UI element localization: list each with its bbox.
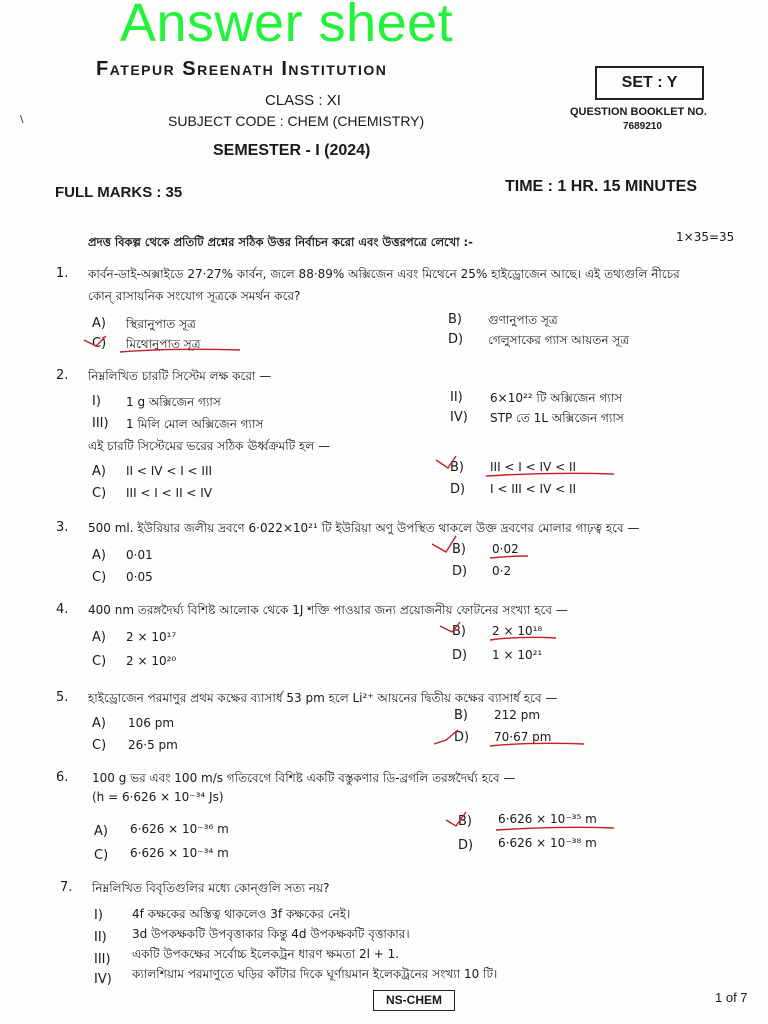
- q1-option-d-label: D): [448, 332, 464, 347]
- q7-statement-4: ক্যালশিয়াম পরমাণুতে ঘড়ির কাঁটার দিকে ঘূর্ণায়মান ইলেকট্রনের সংখ্যা 10 টি।: [132, 967, 498, 981]
- q4-answer-mark: [440, 622, 556, 640]
- q2-system-3: 1 মিলি মোল অক্সিজেন গ্যাস: [126, 417, 264, 431]
- q2-answer-mark: [436, 456, 614, 476]
- q7-statement-1: 4f কক্ষকের অস্তিত্ব থাকলেও 3f কক্ষকের নেই।: [132, 907, 351, 921]
- q7-statement-4-label: IV): [94, 972, 112, 987]
- q2-system-4: STP তে 1L অক্সিজেন গ্যাস: [490, 411, 624, 425]
- q3-option-a-label: A): [92, 548, 106, 563]
- q1-answer-mark: [84, 336, 240, 352]
- q6-answer-mark: [446, 812, 614, 830]
- q2-option-c-label: C): [92, 486, 107, 501]
- instruction-text: প্রদত্ত বিকল্প থেকে প্রতিটি প্রশ্নের সঠিক উত্তর নির্বাচন করো এবং উত্তরপত্রে লেখো :-: [88, 235, 473, 249]
- q7-statement-2: 3d উপকক্ষকটি উপবৃত্তাকার কিন্তু 4d উপকক্ষকটি বৃত্তাকার।: [132, 927, 410, 941]
- q1-option-c-label: C): [92, 336, 107, 351]
- question-2-text: নিম্নলিখিত চারটি সিস্টেম লক্ষ করো —: [88, 369, 272, 383]
- question-3-number: 3.: [56, 520, 69, 535]
- q2-option-d[interactable]: I < III < IV < II: [490, 482, 577, 496]
- question-4-text: 400 nm তরঙ্গদৈর্ঘ্য বিশিষ্ট আলোক থেকে 1J শক্তি পাওয়ার জন্য প্রয়োজনীয় ফোটনের সংখ্যা হবে —: [88, 603, 568, 617]
- class-label: CLASS : XI: [265, 92, 341, 109]
- q1-option-a-label: A): [92, 316, 106, 331]
- q6-option-a[interactable]: 6·626 × 10⁻³⁶ m: [130, 822, 229, 836]
- q3-option-c[interactable]: 0·05: [126, 570, 153, 584]
- marks-scheme: 1×35=35: [676, 230, 735, 244]
- q6-option-b-label: B): [458, 814, 472, 829]
- q1-option-a[interactable]: স্থিরানুপাত সূত্র: [126, 317, 196, 331]
- q5-answer-mark: [434, 730, 584, 746]
- question-2-text-cont: এই চারটি সিস্টেমের ভরের সঠিক ঊর্ধ্বক্রমটি হল —: [88, 439, 331, 453]
- q1-option-d[interactable]: গেলুসাকের গ্যাস আয়তন সূত্র: [488, 333, 630, 347]
- q2-option-d-label: D): [450, 482, 466, 497]
- booklet-number: 7689210: [623, 121, 662, 132]
- q1-option-b[interactable]: গুণানুপাত সূত্র: [488, 313, 558, 327]
- q4-option-d-label: D): [452, 648, 468, 663]
- q6-option-c-label: C): [94, 848, 109, 863]
- q7-statement-1-label: I): [94, 908, 103, 923]
- question-2-number: 2.: [56, 368, 69, 383]
- question-1-number: 1.: [56, 266, 69, 281]
- q5-option-c[interactable]: 26·5 pm: [128, 738, 178, 752]
- q4-option-a[interactable]: 2 × 10¹⁷: [126, 630, 177, 644]
- question-6-constant: (h = 6·626 × 10⁻³⁴ Js): [92, 790, 224, 804]
- q5-option-b-label: B): [454, 708, 468, 723]
- q6-option-d-label: D): [458, 838, 474, 853]
- q4-option-a-label: A): [92, 630, 106, 645]
- full-marks: FULL MARKS : 35: [55, 184, 183, 201]
- q6-option-b[interactable]: 6·626 × 10⁻³⁵ m: [498, 812, 597, 826]
- q2-system-1: 1 g অক্সিজেন গ্যাস: [126, 395, 221, 409]
- q3-option-d-label: D): [452, 564, 468, 579]
- q1-option-c[interactable]: মিথোনুপাত সূত্র: [126, 337, 201, 351]
- q4-option-b[interactable]: 2 × 10¹⁸: [492, 624, 543, 638]
- q5-option-b[interactable]: 212 pm: [494, 708, 541, 722]
- q5-option-a[interactable]: 106 pm: [128, 716, 175, 730]
- stray-mark: \: [20, 114, 24, 125]
- question-7-text: নিম্নলিখিত বিবৃতিগুলির মধ্যে কোন্গুলি সত্য নয়?: [92, 881, 330, 895]
- time-limit: TIME : 1 HR. 15 MINUTES: [505, 178, 698, 195]
- subject-code: SUBJECT CODE : CHEM (CHEMISTRY): [168, 113, 425, 129]
- q6-option-a-label: A): [94, 824, 108, 839]
- q3-answer-mark: [432, 536, 528, 558]
- question-5-number: 5.: [56, 690, 69, 705]
- q3-option-d[interactable]: 0·2: [492, 564, 512, 578]
- question-5-text: হাইড্রোজেন পরমাণুর প্রথম কক্ষের ব্যাসার্ধ 53 pm হলে Li²⁺ আয়নের দ্বিতীয় কক্ষের ব্যাসার্ধ হবে —: [88, 691, 558, 705]
- q2-option-b[interactable]: III < I < IV < II: [490, 460, 577, 474]
- q3-option-c-label: C): [92, 570, 107, 585]
- q2-option-b-label: B): [450, 460, 464, 475]
- q2-system-2: 6×10²² টি অক্সিজেন গ্যাস: [490, 391, 623, 405]
- q5-option-d-label: D): [454, 730, 470, 745]
- q2-option-c[interactable]: III < I < II < IV: [126, 486, 213, 500]
- question-6-number: 6.: [56, 770, 69, 785]
- q2-system-2-label: II): [450, 390, 463, 405]
- q4-option-b-label: B): [452, 624, 466, 639]
- q7-statement-2-label: II): [94, 930, 107, 945]
- question-3-text: 500 ml. ইউরিয়ার জলীয় দ্রবণে 6·022×10²¹ টি ইউরিয়া অণু উপস্থিত থাকলে উক্ত দ্রবণের মোলার গাঢ়ত্ব হবে —: [88, 521, 640, 535]
- set-badge: SET : Y: [595, 66, 704, 100]
- semester-label: SEMESTER - I (2024): [213, 142, 371, 159]
- q3-option-a[interactable]: 0·01: [126, 548, 153, 562]
- q1-option-b-label: B): [448, 312, 462, 327]
- q7-statement-3: একটি উপকক্ষের সর্বোচ্চ ইলেকট্রন ধারণ ক্ষমতা 2l + 1.: [132, 947, 400, 961]
- institution-name: Fatepur Sreenath Institution: [96, 58, 388, 80]
- q3-option-b[interactable]: 0·02: [492, 542, 519, 556]
- question-1-text: কার্বন-ডাই-অক্সাইডে 27·27% কার্বন, জলে 88·89% অক্সিজেন এবং মিথেনে 25% হাইড্রোজেন আছে। এই তথ্যগুলি নীচের: [88, 267, 680, 281]
- question-7-number: 7.: [60, 880, 73, 895]
- question-4-number: 4.: [56, 602, 69, 617]
- q5-option-a-label: A): [92, 716, 106, 731]
- page-number: 1 of 7: [715, 990, 748, 1005]
- q5-option-c-label: C): [92, 738, 107, 753]
- footer-code: NS-CHEM: [373, 990, 455, 1011]
- q6-option-d[interactable]: 6·626 × 10⁻³⁸ m: [498, 836, 597, 850]
- q4-option-c[interactable]: 2 × 10²⁰: [126, 654, 177, 668]
- q4-option-c-label: C): [92, 654, 107, 669]
- booklet-label: QUESTION BOOKLET NO.: [570, 106, 707, 118]
- q2-system-1-label: I): [92, 394, 101, 409]
- q3-option-b-label: B): [452, 542, 466, 557]
- answer-sheet-overlay-title: Answer sheet: [120, 0, 454, 53]
- q2-system-3-label: III): [92, 416, 109, 431]
- q4-option-d[interactable]: 1 × 10²¹: [492, 648, 543, 662]
- q2-option-a[interactable]: II < IV < I < III: [126, 464, 213, 478]
- q5-option-d[interactable]: 70·67 pm: [494, 730, 552, 744]
- q2-system-4-label: IV): [450, 410, 468, 425]
- question-6-text: 100 g ভর এবং 100 m/s গতিবেগে বিশিষ্ট একটি বস্তুকণার ডি-ব্রগলি তরঙ্গদৈর্ঘ্য হবে —: [92, 771, 516, 785]
- q2-option-a-label: A): [92, 464, 106, 479]
- q7-statement-3-label: III): [94, 952, 111, 967]
- question-1-text-cont: কোন্ রাসায়নিক সংযোগ সূত্রকে সমর্থন করে?: [88, 289, 301, 303]
- q6-option-c[interactable]: 6·626 × 10⁻³⁴ m: [130, 846, 229, 860]
